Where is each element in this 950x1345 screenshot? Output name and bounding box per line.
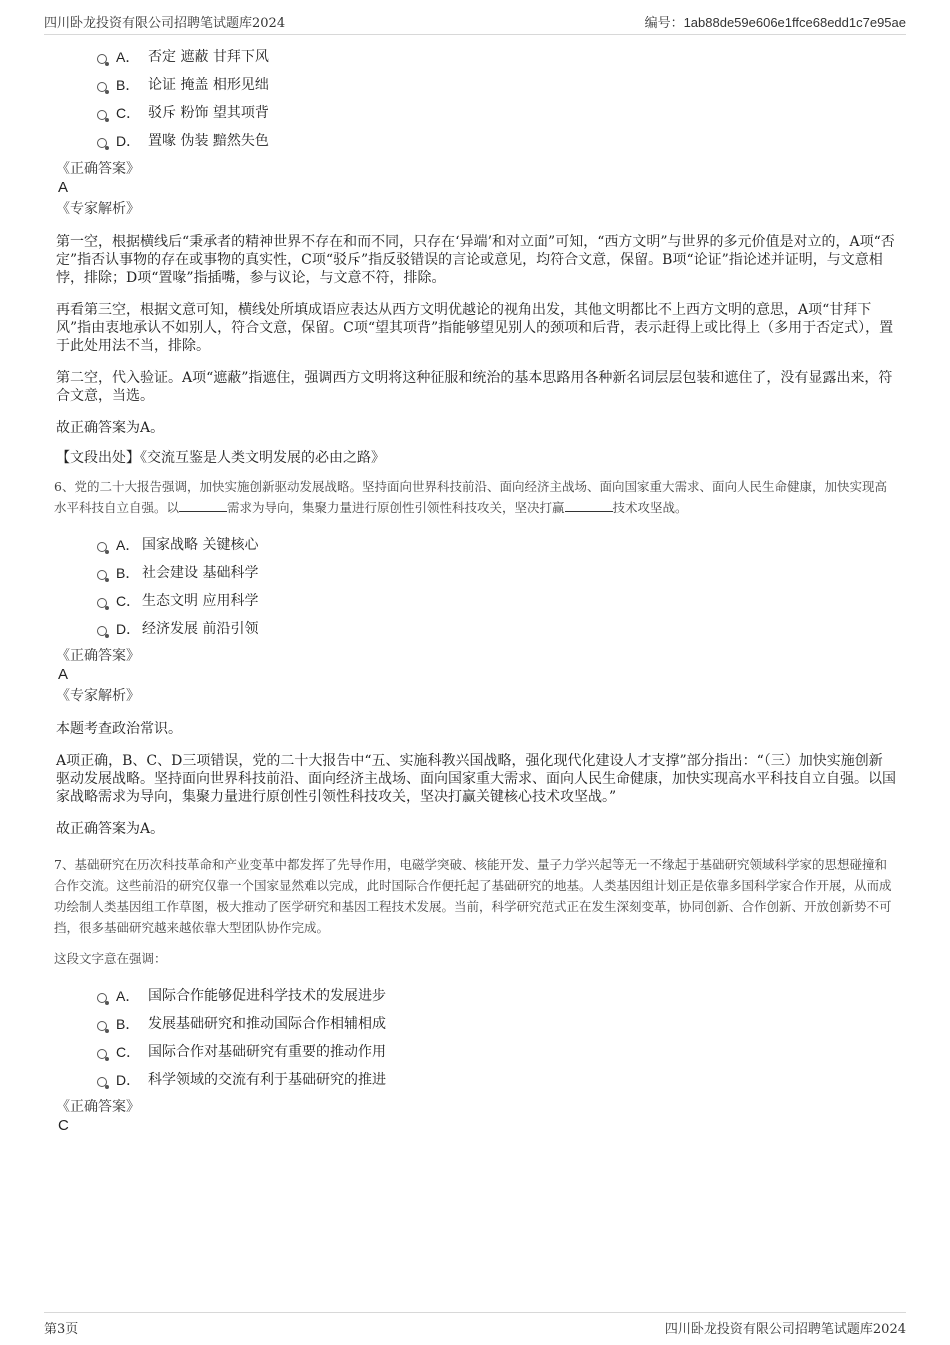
option-b[interactable]: B． 发展基础研究和推动国际合作相辅相成	[56, 1011, 896, 1039]
q5-options	[56, 44, 896, 156]
analysis-conclusion: 故正确答案为A。	[56, 420, 165, 436]
answer-value: C	[58, 1117, 69, 1134]
option-d[interactable]: D． 经济发展 前沿引领	[56, 616, 896, 644]
analysis-conclusion: 故正确答案为A。	[56, 821, 165, 837]
analysis-paragraph: 第二空，代入验证。A项“遮蔽”指遮住，强调西方文明将这种征服和统治的基本思路用各种新名词层层包装和遮住了，没有显露出来，符合文意，当选。	[56, 370, 893, 404]
option-c[interactable]: C． 驳斥 粉饰 望其项背	[56, 100, 896, 128]
option-d[interactable]: D． 科学领域的交流有利于基础研究的推进	[56, 1067, 896, 1095]
analysis-label: 《专家解析》	[56, 688, 140, 704]
option-c[interactable]: C． 国际合作对基础研究有重要的推动作用	[56, 1039, 896, 1067]
header-title: 四川卧龙投资有限公司招聘笔试题库2024	[44, 16, 286, 31]
radio-icon[interactable]	[97, 110, 107, 120]
radio-icon[interactable]	[97, 626, 107, 636]
answer-label: 《正确答案》	[56, 1099, 140, 1115]
radio-icon[interactable]	[97, 570, 107, 580]
page-content	[56, 44, 896, 1135]
analysis-label: 《专家解析》	[56, 201, 140, 217]
radio-icon[interactable]	[97, 993, 107, 1003]
option-b[interactable]: B． 社会建设 基础科学	[56, 560, 896, 588]
answer-value: A	[58, 666, 69, 683]
source-citation: 【文段出处】《交流互鉴是人类文明发展的必由之路》	[56, 450, 385, 466]
option-a[interactable]: A． 国家战略 关键核心	[56, 532, 896, 560]
document-id: 编号：1ab88de59e606e1ffce68edd1c7e95ae	[644, 15, 906, 30]
radio-icon[interactable]	[97, 1021, 107, 1031]
option-a[interactable]: A． 否定 遮蔽 甘拜下风	[56, 44, 896, 72]
option-d[interactable]: D． 置喙 伪装 黯然失色	[56, 128, 896, 156]
analysis-paragraph: 再看第三空，根据文意可知，横线处所填成语应表达从西方文明优越论的视角出发，其他文明都比不上西方文明的意思，A项“甘拜下风”指由衷地承认不如别人，符合文意，保留。C项“望其项背”指能够望见别人的颈项和后背，表示赶得上或比得上（多用于否定式），置于此处用法不当，排除。	[56, 302, 894, 354]
question-7-prompt: 这段文字意在强调：	[54, 951, 167, 966]
radio-icon[interactable]	[97, 598, 107, 608]
option-a[interactable]: A． 国际合作能够促进科学技术的发展进步	[56, 983, 896, 1011]
option-c[interactable]: C． 生态文明 应用科学	[56, 588, 896, 616]
answer-label: 《正确答案》	[56, 648, 140, 664]
fill-blank	[565, 499, 613, 512]
answer-value: A	[58, 179, 69, 196]
radio-icon[interactable]	[97, 1049, 107, 1059]
analysis-paragraph: 第一空，根据横线后“秉承者的精神世界不存在和而不同，只存在‘异端’和对立面”可知，“西方文明”与世界的多元价值是对立的，A项“否定”指否认事物的存在或事物的真实性，C项“驳斥”指反驳错误的言论或意见，均符合文意，保留。B项“论证”指论述并证明，与文意相悖，排除；D项“置喙”指插嘴，参与议论，与文意不符，排除。	[56, 234, 895, 286]
question-7-stem: 7、基础研究在历次科技革命和产业变革中都发挥了先导作用，电磁学突破、核能开发、量子力学兴起等无一不缘起于基础研究领域科学家的思想碰撞和合作交流。这些前沿的研究仅靠一个国家显然难以完成，此时国际合作便托起了基础研究的地基。人类基因组计划正是依靠多国科学家合作开展，从而成功绘制人类基因组工作草图，极大推动了医学研究和基因工程技术发展。当前，科学研究范式正在发生深刻变革，协同创新、合作创新、开放创新势不可挡，很多基础研究越来越依靠大型团队协作完成。	[54, 857, 892, 935]
answer-label: 《正确答案》	[56, 161, 140, 177]
footer-title: 四川卧龙投资有限公司招聘笔试题库2024	[664, 1322, 906, 1337]
radio-icon[interactable]	[97, 138, 107, 148]
page-number: 第3页	[44, 1322, 79, 1337]
q7-options	[56, 983, 896, 1095]
radio-icon[interactable]	[97, 82, 107, 92]
q6-options	[56, 532, 896, 644]
analysis-paragraph: 本题考查政治常识。	[56, 721, 182, 737]
page-header	[44, 12, 906, 35]
radio-icon[interactable]	[97, 1077, 107, 1087]
question-6-stem: 6、党的二十大报告强调，加快实施创新驱动发展战略。坚持面向世界科技前沿、面向经济主战场、面向国家重大需求、面向人民生命健康，加快实现高水平科技自立自强。以 需求为导向，集聚力量进行原创性引领性科技攻关，坚决打赢 技术攻坚战。	[54, 479, 887, 515]
radio-icon[interactable]	[97, 542, 107, 552]
option-b[interactable]: B． 论证 掩盖 相形见绌	[56, 72, 896, 100]
page-footer	[44, 1312, 906, 1337]
fill-blank	[179, 499, 227, 512]
radio-icon[interactable]	[97, 54, 107, 64]
analysis-paragraph: A项正确，B、C、D三项错误，党的二十大报告中“五、实施科教兴国战略，强化现代化建设人才支撑”部分指出：“（三）加快实施创新驱动发展战略。坚持面向世界科技前沿、面向经济主战场、面向国家重大需求、面向人民生命健康，加快实现高水平科技自立自强。以国家战略需求为导向，集聚力量进行原创性引领性科技攻关，坚决打赢关键核心技术攻坚战。”	[56, 753, 896, 805]
